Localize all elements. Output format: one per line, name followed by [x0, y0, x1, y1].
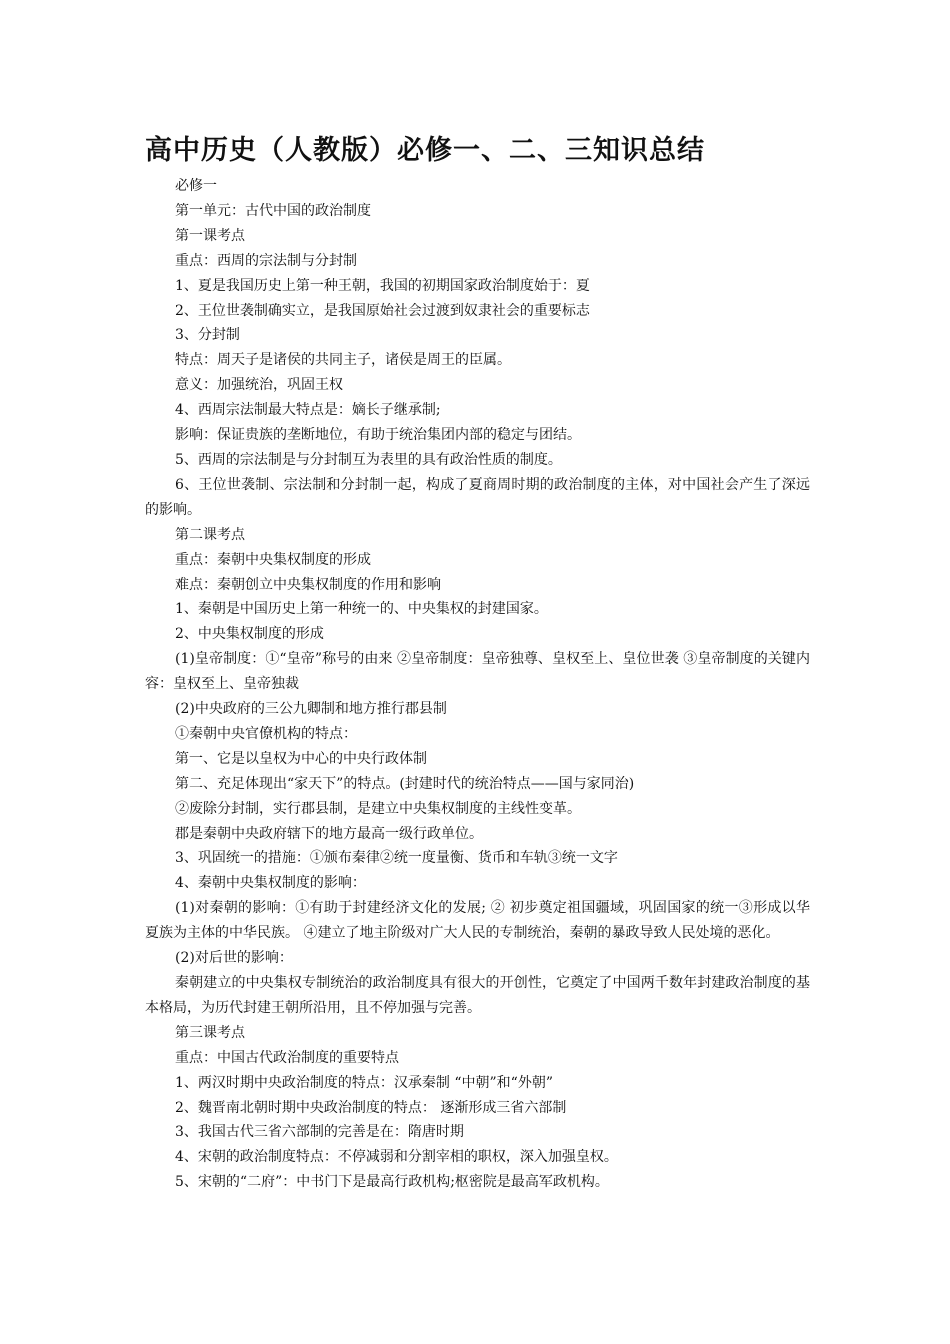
- paragraph: 秦朝建立的中央集权专制统治的政治制度具有很大的开创性，它奠定了中国两千数年封建政治制度的基本格局，为历代封建王朝所沿用，且不停加强与完善。: [145, 975, 810, 1016]
- paragraph: 第二课考点: [175, 526, 245, 543]
- paragraph: 3、我国古代三省六部制的完善是在：隋唐时期: [175, 1124, 464, 1141]
- document-body: [145, 174, 810, 1195]
- document-title: 高中历史（人教版）必修一、二、三知识总结: [145, 135, 705, 166]
- paragraph: 1、夏是我国历史上第一种王朝，我国的初期国家政治制度始于：夏: [175, 277, 590, 294]
- paragraph: 3、巩固统一的措施：①颁布秦律②统一度量衡、货币和车轨③统一文字: [175, 850, 618, 867]
- paragraph: 第一课考点: [175, 227, 245, 244]
- paragraph: 1、两汉时期中央政治制度的特点：汉承秦制 “中朝”和“外朝”: [175, 1074, 553, 1091]
- paragraph: 4、宋朝的政治制度特点：不停减弱和分割宰相的职权，深入加强皇权。: [175, 1149, 618, 1166]
- paragraph: 重点：西周的宗法制与分封制: [175, 252, 357, 269]
- paragraph: (2)对后世的影响：: [175, 950, 293, 967]
- paragraph: 3、分封制: [175, 327, 240, 344]
- paragraph: 重点：秦朝中央集权制度的形成: [175, 551, 371, 568]
- paragraph: (2)中央政府的三公九卿制和地方推行郡县制: [175, 701, 447, 718]
- paragraph: (1)对秦朝的影响：①有助于封建经济文化的发展; ② 初步奠定祖国疆域，巩固国家的统一③形成以华夏族为主体的中华民族。 ④建立了地主阶级对广大人民的专制统治，秦朝的暴政导致人民处境的恶化。: [145, 900, 810, 942]
- paragraph: 影响：保证贵族的垄断地位，有助于统治集团内部的稳定与团结。: [175, 427, 581, 444]
- paragraph: 第一单元：古代中国的政治制度: [175, 202, 371, 219]
- paragraph: 第三课考点: [175, 1024, 245, 1041]
- paragraph: 意义：加强统治，巩固王权: [175, 377, 343, 394]
- paragraph: 第一、它是以皇权为中心的中央行政体制: [175, 750, 427, 767]
- paragraph: ①秦朝中央官僚机构的特点：: [175, 725, 357, 742]
- document-page: [145, 128, 810, 1195]
- paragraph: 2、王位世袭制确实立，是我国原始社会过渡到奴隶社会的重要标志: [175, 302, 590, 319]
- paragraph: (1)皇帝制度：①“皇帝”称号的由来 ②皇帝制度：皇帝独尊、皇权至上、皇位世袭 ③皇帝制度的关键内容：皇权至上、皇帝独裁: [145, 651, 810, 693]
- paragraph: 2、魏晋南北朝时期中央政治制度的特点： 逐渐形成三省六部制: [175, 1099, 567, 1116]
- paragraph: 5、西周的宗法制是与分封制互为表里的具有政治性质的制度。: [175, 451, 562, 468]
- paragraph: 难点：秦朝创立中央集权制度的作用和影响: [175, 576, 441, 593]
- paragraph: 必修一: [175, 178, 217, 194]
- paragraph: 重点：中国古代政治制度的重要特点: [175, 1049, 399, 1066]
- paragraph: 4、西周宗法制最大特点是：嫡长子继承制;: [175, 402, 441, 419]
- paragraph: 5、宋朝的“二府”：中书门下是最高行政机构;枢密院是最高军政机构。: [175, 1174, 609, 1191]
- paragraph: 特点：周天子是诸侯的共同主子，诸侯是周王的臣属。: [175, 352, 511, 369]
- paragraph: 6、王位世袭制、宗法制和分封制一起，构成了夏商周时期的政治制度的主体，对中国社会产生了深远的影响。: [145, 476, 810, 518]
- paragraph: 2、中央集权制度的形成: [175, 626, 324, 643]
- paragraph: ②废除分封制，实行郡县制，是建立中央集权制度的主线性变革。: [175, 800, 581, 817]
- paragraph: 第二、充足体现出“家天下”的特点。(封建时代的统治特点——国与家同治): [175, 775, 635, 792]
- paragraph: 郡是秦朝中央政府辖下的地方最高一级行政单位。: [175, 825, 483, 842]
- paragraph: 1、秦朝是中国历史上第一种统一的、中央集权的封建国家。: [175, 601, 548, 618]
- paragraph: 4、秦朝中央集权制度的影响：: [175, 875, 366, 892]
